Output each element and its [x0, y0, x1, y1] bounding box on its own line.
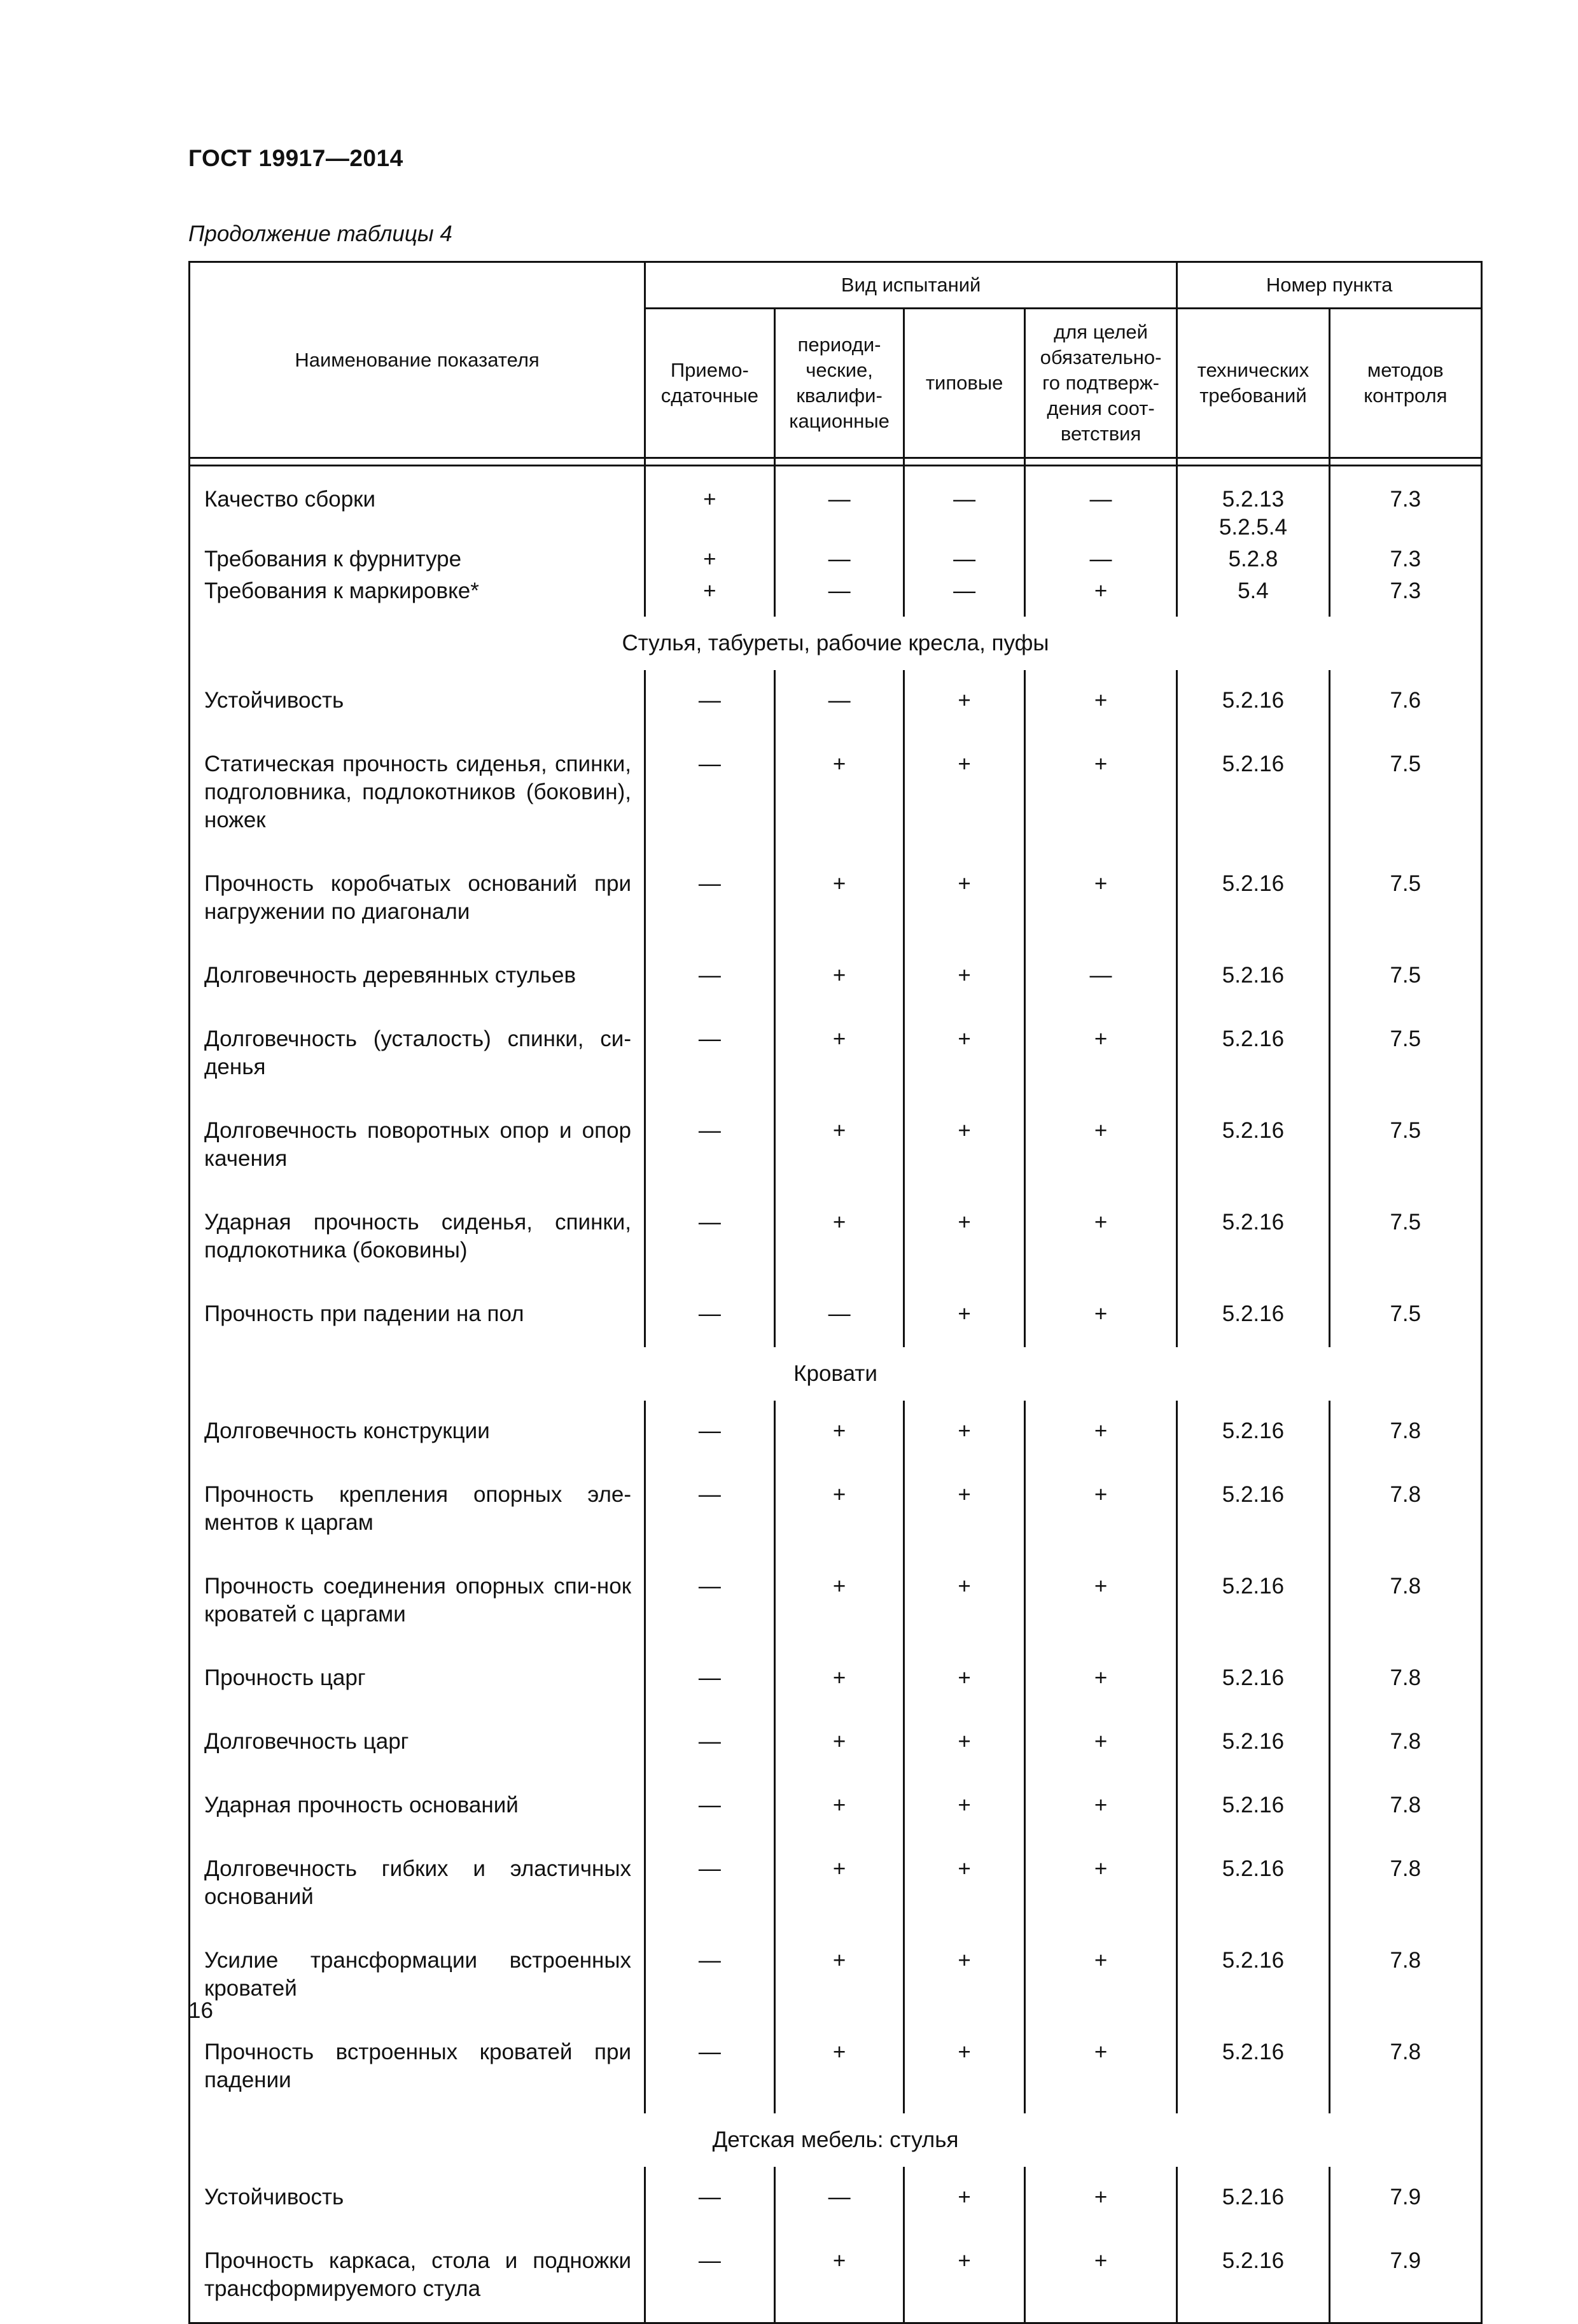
cell-acceptance: — — [645, 670, 775, 734]
cell-certification: + — [1024, 1009, 1177, 1100]
row-name: Прочность при падении на пол — [190, 1284, 645, 1347]
cell-type-tests: — — [904, 577, 1024, 617]
table-row — [190, 466, 1482, 542]
cell-periodic: — — [774, 1284, 904, 1347]
table-row — [190, 1930, 1482, 2022]
cell-tech-req: 5.2.16 — [1177, 1711, 1329, 1775]
row-name: Усилие трансформации встроенных кроватей — [190, 1930, 645, 2022]
header-periodic: периоди- ческие, квалифи- кационные — [774, 309, 904, 458]
cell-tech-req: 5.2.16 — [1177, 1284, 1329, 1347]
cell-type-tests: + — [904, 2022, 1024, 2113]
row-name: Долговечность поворотных опор и опор качения — [190, 1100, 645, 1192]
table-row — [190, 1284, 1482, 1347]
cell-method: 7.8 — [1329, 2022, 1481, 2113]
table-row — [190, 577, 1482, 617]
cell-certification: + — [1024, 1930, 1177, 2022]
cell-periodic: + — [774, 1775, 904, 1838]
test-table — [188, 261, 1483, 2324]
cell-tech-req: 5.2.16 — [1177, 1192, 1329, 1284]
table-row — [190, 945, 1482, 1009]
table-row — [190, 2022, 1482, 2113]
cell-acceptance: + — [645, 466, 775, 542]
cell-method: 7.8 — [1329, 1401, 1481, 1464]
cell-tech-req: 5.2.16 — [1177, 1648, 1329, 1711]
cell-type-tests: + — [904, 1930, 1024, 2022]
cell-acceptance: + — [645, 577, 775, 617]
cell-periodic: — — [774, 2167, 904, 2230]
cell-periodic: + — [774, 853, 904, 945]
cell-certification: + — [1024, 1775, 1177, 1838]
row-name: Прочность крепления опорных эле-ментов к царгам — [190, 1464, 645, 1556]
table-header — [190, 262, 1482, 466]
cell-acceptance: — — [645, 1838, 775, 1930]
cell-acceptance: — — [645, 1711, 775, 1775]
cell-type-tests: + — [904, 1648, 1024, 1711]
cell-periodic: — — [774, 542, 904, 577]
cell-tech-req: 5.2.16 — [1177, 1401, 1329, 1464]
row-name: Требования к маркировке* — [190, 577, 645, 617]
table-row — [190, 1556, 1482, 1648]
row-name: Долговечность царг — [190, 1711, 645, 1775]
cell-type-tests: — — [904, 542, 1024, 577]
table-body — [190, 466, 1482, 2323]
cell-tech-req: 5.2.16 — [1177, 945, 1329, 1009]
cell-acceptance: — — [645, 1401, 775, 1464]
cell-method: 7.5 — [1329, 1192, 1481, 1284]
cell-method: 7.9 — [1329, 2167, 1481, 2230]
row-name: Статическая прочность сиденья, спинки, подголовника, подлокотников (боковин), ножек — [190, 734, 645, 853]
cell-method: 7.5 — [1329, 734, 1481, 853]
cell-certification: + — [1024, 1556, 1177, 1648]
cell-tech-req: 5.2.16 — [1177, 2167, 1329, 2230]
table-row — [190, 542, 1482, 577]
cell-certification: + — [1024, 1464, 1177, 1556]
cell-certification: + — [1024, 1648, 1177, 1711]
cell-periodic: + — [774, 1100, 904, 1192]
row-name: Прочность царг — [190, 1648, 645, 1711]
section-title-chairs: Стулья, табуреты, рабочие кресла, пуфы — [190, 617, 1482, 670]
table-caption: Продолжение таблицы 4 — [188, 221, 452, 246]
cell-method: 7.8 — [1329, 1556, 1481, 1648]
cell-certification: + — [1024, 670, 1177, 734]
table-row — [190, 1192, 1482, 1284]
table-row — [190, 734, 1482, 853]
cell-tech-req: 5.2.16 — [1177, 1930, 1329, 2022]
cell-acceptance: — — [645, 1100, 775, 1192]
table-row — [190, 2230, 1482, 2323]
cell-periodic: + — [774, 1401, 904, 1464]
cell-certification: + — [1024, 2167, 1177, 2230]
cell-periodic: + — [774, 1711, 904, 1775]
cell-certification: — — [1024, 945, 1177, 1009]
cell-type-tests: + — [904, 670, 1024, 734]
cell-acceptance: + — [645, 542, 775, 577]
cell-periodic: + — [774, 1464, 904, 1556]
cell-certification: + — [1024, 853, 1177, 945]
header-name: Наименование показателя — [190, 262, 645, 458]
cell-acceptance: — — [645, 1464, 775, 1556]
cell-type-tests: + — [904, 2167, 1024, 2230]
cell-periodic: + — [774, 1838, 904, 1930]
cell-acceptance: — — [645, 1556, 775, 1648]
header-clause-number: Номер пункта — [1177, 262, 1482, 309]
cell-tech-req: 5.2.16 — [1177, 1556, 1329, 1648]
cell-method: 7.5 — [1329, 1100, 1481, 1192]
header-acceptance: Приемо- сдаточные — [645, 309, 775, 458]
row-name: Долговечность конструкции — [190, 1401, 645, 1464]
row-name: Прочность коробчатых оснований при нагружении по диагонали — [190, 853, 645, 945]
cell-certification: + — [1024, 1838, 1177, 1930]
cell-periodic: + — [774, 1930, 904, 2022]
row-name: Ударная прочность оснований — [190, 1775, 645, 1838]
cell-certification: + — [1024, 1100, 1177, 1192]
req-line: 5.2.13 — [1222, 487, 1285, 512]
cell-method: 7.3 — [1329, 542, 1481, 577]
cell-tech-req: 5.2.16 — [1177, 2230, 1329, 2323]
row-name: Прочность встроенных кроватей при падении — [190, 2022, 645, 2113]
table-row — [190, 670, 1482, 734]
document-code: ГОСТ 19917—2014 — [188, 145, 403, 171]
table-row — [190, 1775, 1482, 1838]
cell-tech-req — [1177, 466, 1329, 542]
row-name: Качество сборки — [190, 466, 645, 542]
cell-periodic: + — [774, 734, 904, 853]
cell-tech-req: 5.2.16 — [1177, 2022, 1329, 2113]
cell-type-tests: + — [904, 1009, 1024, 1100]
table-row — [190, 853, 1482, 945]
section-title-kids: Детская мебель: стулья — [190, 2113, 1482, 2167]
cell-certification: + — [1024, 734, 1177, 853]
cell-method: 7.8 — [1329, 1930, 1481, 2022]
cell-tech-req: 5.4 — [1177, 577, 1329, 617]
table-row — [190, 1100, 1482, 1192]
table-row — [190, 1838, 1482, 1930]
cell-acceptance: — — [645, 1284, 775, 1347]
cell-acceptance: — — [645, 1775, 775, 1838]
row-name: Требования к фурнитуре — [190, 542, 645, 577]
cell-tech-req: 5.2.16 — [1177, 670, 1329, 734]
cell-acceptance: — — [645, 1930, 775, 2022]
row-name: Прочность каркаса, стола и подножки трансформируемого стула — [190, 2230, 645, 2323]
cell-acceptance: — — [645, 2022, 775, 2113]
header-control-methods: методов контроля — [1329, 309, 1481, 458]
cell-type-tests: + — [904, 2230, 1024, 2323]
cell-certification: + — [1024, 1284, 1177, 1347]
header-tech-requirements: технических требований — [1177, 309, 1329, 458]
cell-method: 7.5 — [1329, 945, 1481, 1009]
cell-tech-req: 5.2.16 — [1177, 853, 1329, 945]
cell-method: 7.9 — [1329, 2230, 1481, 2323]
cell-tech-req: 5.2.16 — [1177, 1100, 1329, 1192]
row-name: Устойчивость — [190, 2167, 645, 2230]
cell-method: 7.6 — [1329, 670, 1481, 734]
row-name: Долговечность (усталость) спинки, си-денья — [190, 1009, 645, 1100]
cell-type-tests: + — [904, 1775, 1024, 1838]
cell-type-tests: + — [904, 853, 1024, 945]
cell-acceptance: — — [645, 1192, 775, 1284]
section-row — [190, 2113, 1482, 2167]
row-name: Прочность соединения опорных спи-нок кроватей с царгами — [190, 1556, 645, 1648]
cell-method: 7.8 — [1329, 1648, 1481, 1711]
cell-type-tests: — — [904, 466, 1024, 542]
cell-periodic: + — [774, 1648, 904, 1711]
table-row — [190, 1464, 1482, 1556]
cell-type-tests: + — [904, 734, 1024, 853]
cell-acceptance: — — [645, 1009, 775, 1100]
table-row — [190, 1711, 1482, 1775]
cell-certification: + — [1024, 1192, 1177, 1284]
cell-method: 7.8 — [1329, 1775, 1481, 1838]
table-row — [190, 1009, 1482, 1100]
cell-type-tests: + — [904, 1556, 1024, 1648]
cell-method: 7.8 — [1329, 1464, 1481, 1556]
cell-type-tests: + — [904, 1401, 1024, 1464]
cell-periodic: — — [774, 466, 904, 542]
cell-method: 7.3 — [1329, 577, 1481, 617]
cell-acceptance: — — [645, 2230, 775, 2323]
header-type-tests: типовые — [904, 309, 1024, 458]
cell-tech-req: 5.2.16 — [1177, 1009, 1329, 1100]
cell-periodic: + — [774, 1556, 904, 1648]
cell-method: 7.5 — [1329, 1284, 1481, 1347]
cell-tech-req: 5.2.16 — [1177, 1838, 1329, 1930]
cell-tech-req: 5.2.16 — [1177, 1464, 1329, 1556]
cell-acceptance: — — [645, 2167, 775, 2230]
cell-certification: — — [1024, 466, 1177, 542]
cell-certification: + — [1024, 2022, 1177, 2113]
cell-tech-req: 5.2.16 — [1177, 1775, 1329, 1838]
cell-acceptance: — — [645, 1648, 775, 1711]
cell-type-tests: + — [904, 1711, 1024, 1775]
cell-type-tests: + — [904, 1464, 1024, 1556]
cell-type-tests: + — [904, 1192, 1024, 1284]
cell-method: 7.5 — [1329, 1009, 1481, 1100]
cell-method: 7.5 — [1329, 853, 1481, 945]
cell-certification: — — [1024, 542, 1177, 577]
cell-method: 7.3 — [1329, 466, 1481, 542]
cell-periodic: + — [774, 1009, 904, 1100]
header-certification: для целей обязательно- го подтверж- дения соот- ветствия — [1024, 309, 1177, 458]
cell-periodic: — — [774, 670, 904, 734]
cell-periodic: + — [774, 2022, 904, 2113]
cell-periodic: + — [774, 2230, 904, 2323]
cell-tech-req: 5.2.16 — [1177, 734, 1329, 853]
section-row — [190, 617, 1482, 670]
row-name: Ударная прочность сиденья, спинки, подлокотника (боковины) — [190, 1192, 645, 1284]
cell-certification: + — [1024, 1711, 1177, 1775]
row-name: Долговечность деревянных стульев — [190, 945, 645, 1009]
row-name: Устойчивость — [190, 670, 645, 734]
section-row — [190, 1347, 1482, 1401]
cell-method: 7.8 — [1329, 1838, 1481, 1930]
section-title-beds: Кровати — [190, 1347, 1482, 1401]
row-name: Долговечность гибких и эластичных оснований — [190, 1838, 645, 1930]
header-test-type: Вид испытаний — [645, 262, 1177, 309]
cell-method: 7.8 — [1329, 1711, 1481, 1775]
cell-certification: + — [1024, 2230, 1177, 2323]
cell-periodic: + — [774, 1192, 904, 1284]
table-row — [190, 2167, 1482, 2230]
cell-type-tests: + — [904, 1838, 1024, 1930]
cell-certification: + — [1024, 1401, 1177, 1464]
page-number: 16 — [188, 1998, 213, 2023]
cell-acceptance: — — [645, 853, 775, 945]
cell-type-tests: + — [904, 1284, 1024, 1347]
cell-certification: + — [1024, 577, 1177, 617]
cell-tech-req: 5.2.8 — [1177, 542, 1329, 577]
cell-acceptance: — — [645, 734, 775, 853]
cell-acceptance: — — [645, 945, 775, 1009]
req-line: 5.2.5.4 — [1218, 515, 1287, 540]
cell-type-tests: + — [904, 945, 1024, 1009]
cell-type-tests: + — [904, 1100, 1024, 1192]
table-row — [190, 1401, 1482, 1464]
table-row — [190, 1648, 1482, 1711]
cell-periodic: + — [774, 945, 904, 1009]
cell-periodic: — — [774, 577, 904, 617]
